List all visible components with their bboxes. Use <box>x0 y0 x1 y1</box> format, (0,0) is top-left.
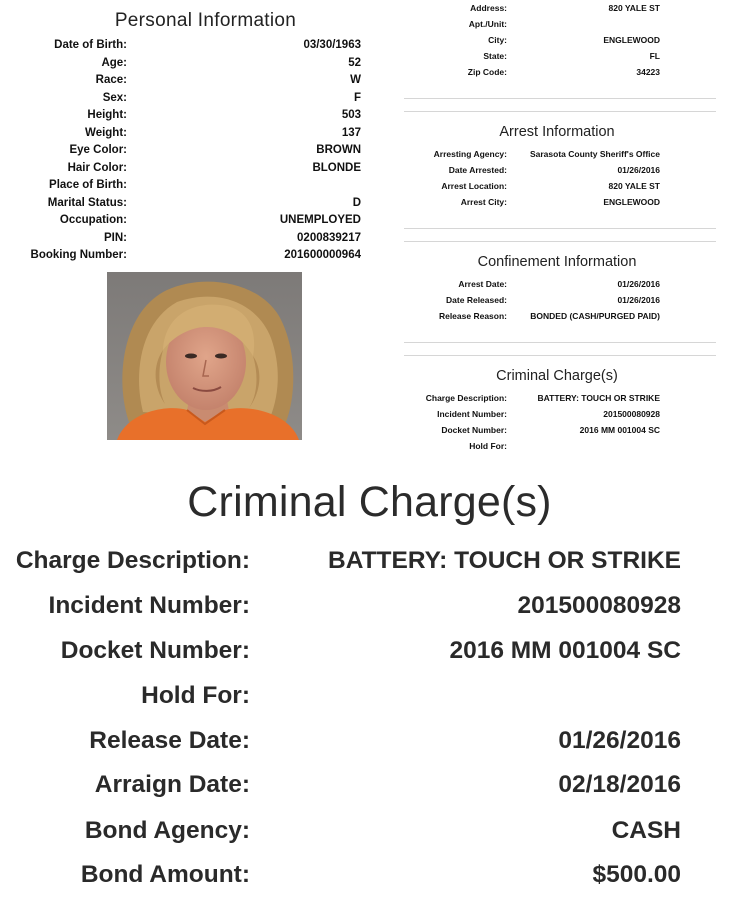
field-label: Arraign Date: <box>94 771 250 798</box>
address-row-address <box>404 0 716 16</box>
field-value: 0200839217 <box>297 231 361 244</box>
field-label: Hold For: <box>141 682 250 709</box>
field-value: 03/30/1963 <box>303 39 361 51</box>
field-label: Bond Agency: <box>84 817 250 844</box>
field-value: 137 <box>341 126 361 139</box>
address-row-apt-unit <box>404 16 716 32</box>
field-label: Arresting Agency: <box>433 149 507 159</box>
personal-row-hair-color <box>0 160 380 177</box>
field-label: State: <box>483 51 507 61</box>
big-charge-row-arraign-date <box>0 765 739 805</box>
field-label: Incident Number: <box>48 592 250 619</box>
field-value: BATTERY: TOUCH OR STRIKE <box>328 547 681 574</box>
field-value: F <box>353 91 361 104</box>
divider <box>404 241 716 242</box>
field-value: D <box>352 196 361 209</box>
personal-row-pin <box>0 230 380 247</box>
field-value: BLONDE <box>312 161 361 174</box>
divider <box>404 228 716 229</box>
arrest-info-title: Arrest Information <box>499 124 615 140</box>
field-label: Address: <box>470 3 507 13</box>
field-label: Height: <box>87 109 127 121</box>
big-charge-row-description <box>0 541 739 581</box>
field-label: Docket Number: <box>441 425 507 435</box>
personal-row-place-of-birth <box>0 177 380 194</box>
booking-photo <box>107 272 302 440</box>
personal-row-eye-color <box>0 142 380 159</box>
big-charge-row-bond-amount <box>0 855 739 895</box>
divider <box>404 355 716 356</box>
field-label: Eye Color: <box>69 144 127 156</box>
field-label: Zip Code: <box>467 67 507 77</box>
charges-small-title: Criminal Charge(s) <box>496 368 618 384</box>
address-row-city <box>404 32 716 48</box>
field-value: 02/18/2016 <box>558 771 681 798</box>
field-label: Arrest City: <box>460 197 507 207</box>
field-value: CASH <box>611 817 681 844</box>
field-label: Sex: <box>102 91 127 104</box>
field-label: Place of Birth: <box>49 179 127 191</box>
field-label: Date Arrested: <box>448 165 507 175</box>
field-label: Marital Status: <box>47 196 127 209</box>
divider <box>404 342 716 343</box>
personal-row-occupation <box>0 212 380 229</box>
charge-row-incident-number <box>404 406 716 422</box>
field-label: Bond Amount: <box>80 861 250 888</box>
personal-row-height <box>0 107 380 124</box>
field-label: Booking Number: <box>30 249 127 261</box>
charge-row-description <box>404 390 716 406</box>
field-value: 34223 <box>636 67 660 77</box>
confinement-row-release-reason <box>404 308 716 324</box>
field-label: Hold For: <box>469 441 507 451</box>
field-label: Charge Description: <box>425 393 507 403</box>
field-value: 820 YALE ST <box>608 3 660 13</box>
field-value: 01/26/2016 <box>617 165 660 175</box>
big-charge-row-hold-for <box>0 676 739 716</box>
big-charge-row-bond-agency <box>0 811 739 851</box>
field-label: Age: <box>101 56 127 69</box>
personal-row-marital-status <box>0 195 380 212</box>
divider <box>404 111 716 112</box>
field-label: Apt./Unit: <box>468 19 507 29</box>
field-label: Release Reason: <box>438 311 507 321</box>
field-value: ENGLEWOOD <box>603 197 660 207</box>
confinement-row-arrest-date <box>404 276 716 292</box>
address-row-state <box>404 48 716 64</box>
field-value: 820 YALE ST <box>608 181 660 191</box>
field-label: Race: <box>95 74 127 86</box>
arrest-row-city <box>404 194 716 210</box>
personal-row-weight <box>0 125 380 142</box>
field-label: Arrest Date: <box>458 279 507 289</box>
divider <box>404 98 716 99</box>
arrest-row-date-arrested <box>404 162 716 178</box>
field-label: Hair Color: <box>67 161 127 174</box>
field-value: BROWN <box>316 144 361 156</box>
personal-row-dob <box>0 37 380 54</box>
address-row-zip <box>404 64 716 80</box>
field-label: Date Released: <box>446 295 507 305</box>
field-value: 201500080928 <box>517 592 681 619</box>
field-value: 201500080928 <box>603 409 660 419</box>
field-value: 201600000964 <box>284 249 361 261</box>
field-label: Weight: <box>85 126 127 139</box>
field-value: W <box>350 74 361 86</box>
field-value: UNEMPLOYED <box>279 214 361 226</box>
field-label: Arrest Location: <box>441 181 507 191</box>
field-value: $500.00 <box>592 861 681 888</box>
charges-big-title: Criminal Charge(s) <box>187 478 552 526</box>
field-label: Charge Description: <box>15 547 250 574</box>
charge-row-docket-number <box>404 422 716 438</box>
field-label: Release Date: <box>89 727 250 754</box>
field-label: PIN: <box>104 231 127 244</box>
field-label: City: <box>488 35 507 45</box>
field-value: 503 <box>341 109 361 121</box>
big-charge-row-release-date <box>0 721 739 761</box>
field-value: 2016 MM 001004 SC <box>579 425 660 435</box>
field-value: BATTERY: TOUCH OR STRIKE <box>537 393 660 403</box>
field-value: FL <box>649 51 660 61</box>
field-value: 2016 MM 001004 SC <box>449 637 681 664</box>
field-value: 01/26/2016 <box>617 295 660 305</box>
field-value: ENGLEWOOD <box>603 35 660 45</box>
personal-row-sex <box>0 90 380 107</box>
big-charge-row-incident-number <box>0 586 739 626</box>
personal-row-booking-number <box>0 247 380 264</box>
field-label: Docket Number: <box>60 637 250 664</box>
field-label: Date of Birth: <box>54 39 127 51</box>
field-label: Incident Number: <box>437 409 507 419</box>
field-value: Sarasota County Sheriff's Office <box>529 149 660 159</box>
field-value: 01/26/2016 <box>558 727 681 754</box>
personal-row-race <box>0 72 380 89</box>
field-value: 01/26/2016 <box>617 279 660 289</box>
field-value: 52 <box>348 56 361 69</box>
charge-row-hold-for <box>404 438 716 454</box>
personal-row-age <box>0 55 380 72</box>
big-charge-row-docket-number <box>0 631 739 671</box>
field-value: BONDED (CASH/PURGED PAID) <box>530 311 660 321</box>
confinement-info-title: Confinement Information <box>477 254 637 270</box>
confinement-row-date-released <box>404 292 716 308</box>
arrest-row-agency <box>404 146 716 162</box>
field-label: Occupation: <box>59 214 127 226</box>
arrest-row-location <box>404 178 716 194</box>
personal-info-title: Personal Information <box>114 10 297 31</box>
